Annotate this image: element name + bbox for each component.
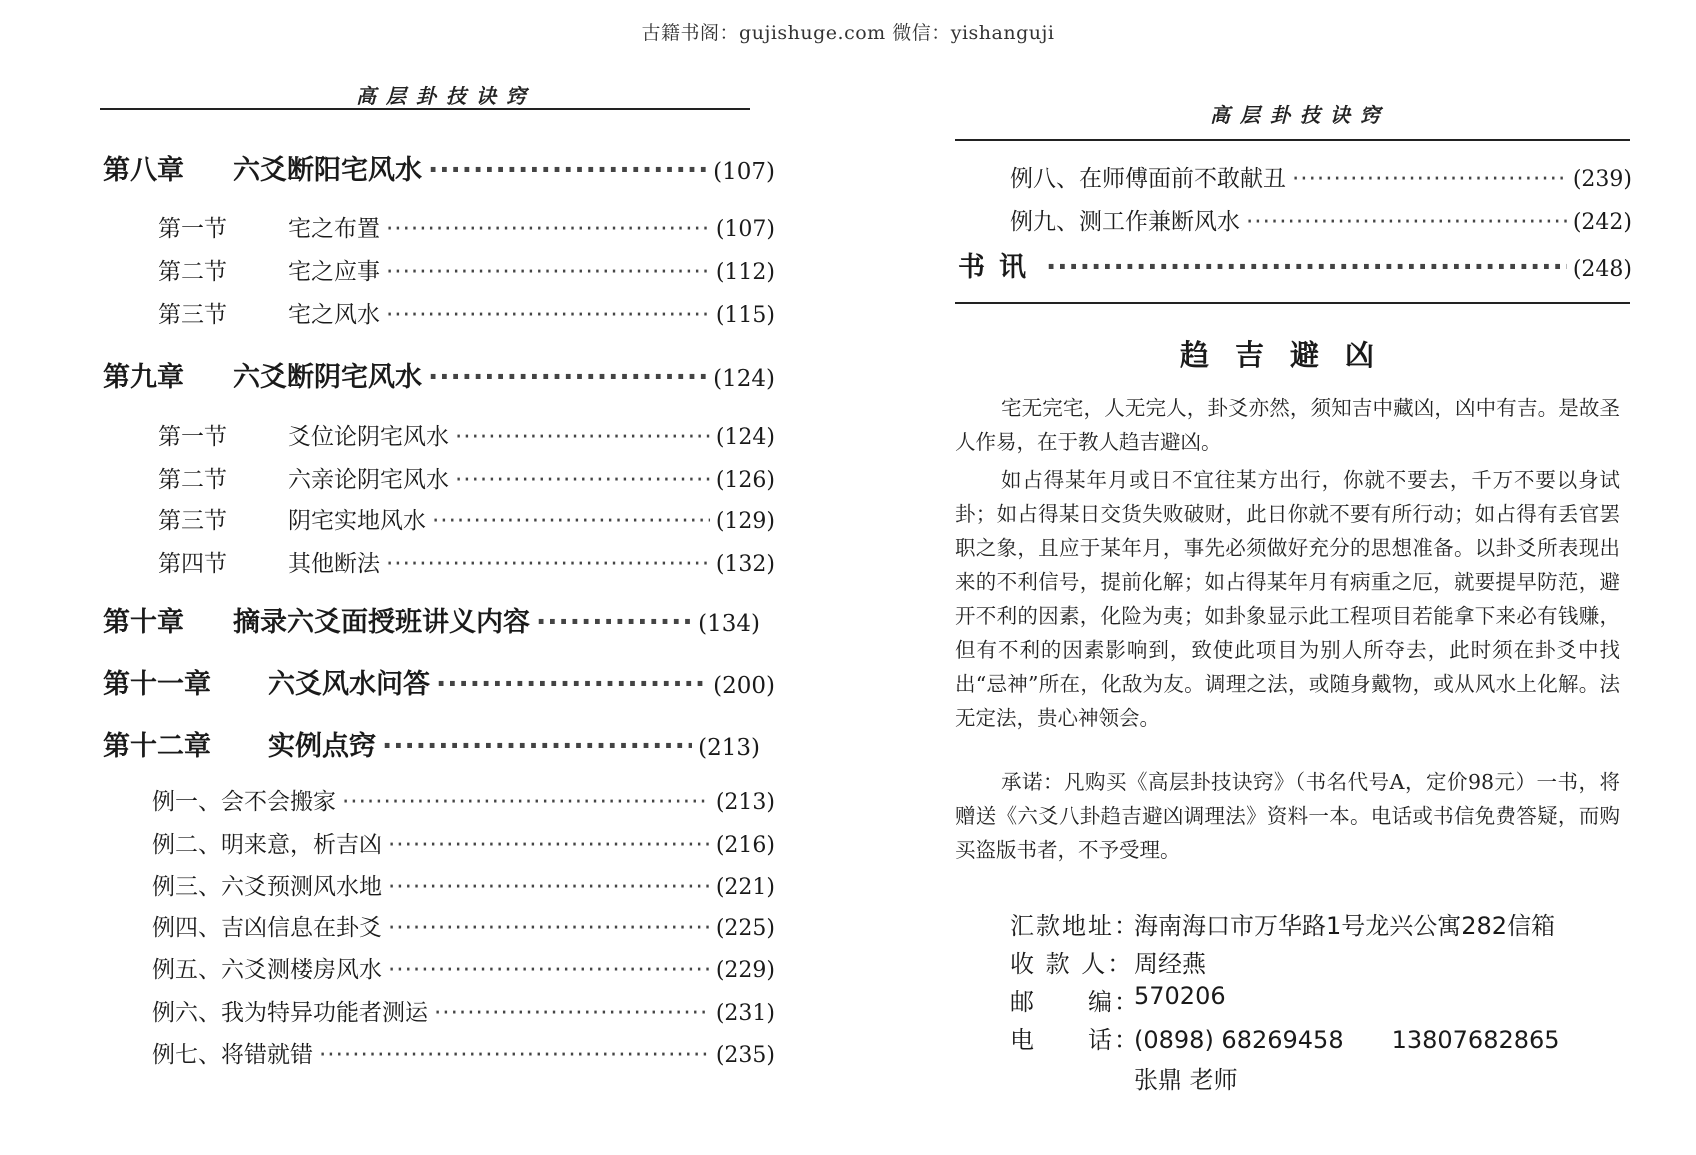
toc-section-row: [158, 545, 775, 578]
toc-page-number: (216): [715, 833, 775, 858]
toc-title: 其他断法: [288, 551, 380, 577]
toc-page-number: (213): [715, 790, 775, 815]
toc-chapter-row: [103, 724, 760, 763]
contact-line: [1010, 1020, 1560, 1055]
toc-section-row: [158, 461, 775, 494]
toc-leader-dots: [386, 259, 710, 285]
toc-leader-dots: [386, 302, 710, 328]
toc-leader-dots: [388, 957, 710, 983]
right-running-head: 高层卦技诀窍: [1210, 103, 1390, 127]
toc-book-news-row: [958, 245, 1632, 284]
toc-title: 阴宅实地风水: [288, 508, 426, 534]
toc-label: 第十二章: [103, 731, 211, 762]
toc-label: 第一节: [158, 216, 227, 242]
toc-title: 例九、测工作兼断风水: [1010, 209, 1240, 235]
toc-page-number: (200): [713, 673, 775, 699]
contact-line: [1010, 1060, 1238, 1095]
toc-title: 实例点窍: [268, 731, 376, 762]
toc-leader-dots: [434, 1000, 710, 1026]
toc-chapter-row: [103, 148, 775, 187]
toc-example-row: [152, 951, 775, 984]
toc-example-row: [1010, 160, 1632, 193]
toc-label: 第八章: [103, 155, 184, 186]
toc-page-number: (231): [715, 1001, 775, 1026]
contact-key: 电 话：: [1010, 1026, 1140, 1054]
toc-page-number: (129): [715, 509, 775, 534]
toc-page-number: (132): [715, 552, 775, 577]
contact-value: 海南海口市万华路1号龙兴公寓282信箱: [1134, 912, 1556, 940]
toc-page-number: (242): [1572, 210, 1632, 235]
toc-title: 例四、吉凶信息在卦爻: [152, 915, 382, 941]
toc-leader-dots: [388, 915, 710, 941]
toc-leader-dots: [386, 551, 710, 577]
toc-page-number: (107): [715, 217, 775, 242]
toc-leader-dots: [388, 832, 710, 858]
toc-leader-dots: [388, 874, 710, 900]
toc-example-row: [152, 994, 775, 1027]
toc-leader-dots: [432, 508, 710, 534]
toc-title: 宅之风水: [288, 302, 380, 328]
toc-chapter-row: [103, 355, 775, 394]
toc-page-number: (225): [715, 916, 775, 941]
contact-value: 周经燕: [1134, 950, 1206, 978]
article-paragraph: 如占得某年月或日不宜往某方出行，你就不要去，千万不要以身试卦；如占得某日交货失败破财，此日你就不要有所行动；如占得有丢官罢职之象，且应于某年月，事先必须做好充分的思想准备。以卦爻所表现出来的不利信号，提前化解；如占得某年月有病重之厄，就要提早防范，避开不利的因素，化险为夷；如卦象显示此工程项目若能拿下来必有钱赚，但有不利的因素影响到，致使此项目为别人所夺去，此时须在卦爻中找出“忌神”所在，化敌为友。调理之法，或随身戴物，或从风水上化解。法无定法，贵心神领会。: [955, 468, 1620, 730]
toc-page-number: (107): [713, 159, 775, 185]
toc-leader-dots: [428, 362, 707, 393]
contact-line: [1010, 944, 1206, 979]
toc-leader-dots: [455, 467, 710, 493]
toc-page-number: (229): [715, 958, 775, 983]
right-head-rule: [955, 139, 1630, 141]
contact-value: 570206: [1134, 982, 1226, 1010]
toc-page-number: (112): [715, 260, 775, 285]
toc-title: 爻位论阴宅风水: [288, 424, 449, 450]
toc-page-number: (124): [713, 366, 775, 392]
toc-title: 六亲论阴宅风水: [288, 467, 449, 493]
toc-title: 宅之应事: [288, 259, 380, 285]
toc-section-row: [158, 253, 775, 286]
toc-leader-dots: [455, 424, 710, 450]
toc-page-number: (124): [715, 425, 775, 450]
contact-key: 汇款地址：: [1010, 912, 1140, 940]
toc-example-row: [152, 868, 775, 901]
toc-example-row: [1010, 203, 1632, 236]
toc-leader-dots: [386, 216, 710, 242]
toc-title: 例六、我为特异功能者测运: [152, 1000, 428, 1026]
toc-page-number: (134): [698, 611, 760, 637]
toc-label: 第三节: [158, 508, 227, 534]
contact-key: [1010, 1060, 1134, 1095]
toc-title: 例一、会不会搬家: [152, 789, 336, 815]
toc-example-row: [152, 826, 775, 859]
toc-leader-dots: [1246, 209, 1567, 235]
toc-example-row: [152, 909, 775, 942]
toc-example-row: [152, 1036, 775, 1069]
watermark: 古籍书阁：gujishuge.com 微信：yishanguji: [641, 22, 1055, 44]
toc-title: 例三、六爻预测风水地: [152, 874, 382, 900]
toc-label: 书讯: [958, 252, 1040, 283]
toc-section-row: [158, 418, 775, 451]
toc-page-number: (115): [715, 303, 775, 328]
contact-line: [1010, 906, 1555, 941]
right-toc-end-rule: [955, 302, 1630, 304]
toc-label: 第十章: [103, 607, 184, 638]
toc-leader-dots: [1292, 166, 1567, 192]
toc-title: 例七、将错就错: [152, 1042, 313, 1068]
contact-key: 邮 编：: [1010, 988, 1140, 1016]
toc-page-number: (221): [715, 875, 775, 900]
toc-page-number: (213): [698, 735, 760, 761]
toc-title: 摘录六爻面授班讲义内容: [233, 607, 530, 638]
left-head-rule: [100, 108, 750, 110]
left-running-head: 高层卦技诀窍: [356, 84, 536, 108]
toc-leader-dots: [428, 155, 707, 186]
article-paragraph: 宅无完宅，人无完人，卦爻亦然，须知吉中藏凶，凶中有吉。是故圣人作易，在于教人趋吉避凶。: [955, 396, 1620, 454]
contact-value: 张鼎 老师: [1134, 1066, 1238, 1094]
contact-line: [1010, 982, 1226, 1017]
toc-title: 六爻断阴宅风水: [233, 362, 422, 393]
toc-label: 第九章: [103, 362, 184, 393]
toc-label: 第二节: [158, 259, 227, 285]
toc-page-number: (248): [1572, 257, 1632, 282]
toc-page-number: (235): [715, 1043, 775, 1068]
toc-title: 例八、在师傅面前不敢献丑: [1010, 166, 1286, 192]
toc-leader-dots: [382, 731, 692, 762]
toc-label: 第三节: [158, 302, 227, 328]
toc-title: 六爻风水问答: [268, 669, 430, 700]
toc-page-number: (126): [715, 468, 775, 493]
article-paragraph: 承诺：凡购买《高层卦技诀窍》（书名代号A，定价98元）一书，将赠送《六爻八卦趋吉避凶调理法》资料一本。电话或书信免费答疑，而购买盗版书者，不予受理。: [955, 770, 1620, 862]
toc-section-row: [158, 210, 775, 243]
toc-label: 第一节: [158, 424, 227, 450]
toc-page-number: (239): [1572, 167, 1632, 192]
toc-section-row: [158, 296, 775, 329]
toc-leader-dots: [436, 669, 707, 700]
toc-chapter-row: [103, 600, 760, 639]
toc-leader-dots: [536, 607, 692, 638]
toc-label: 第四节: [158, 551, 227, 577]
toc-section-row: [158, 502, 775, 535]
toc-example-row: [152, 783, 775, 816]
toc-leader-dots: [342, 789, 710, 815]
toc-title: 例五、六爻测楼房风水: [152, 957, 382, 983]
toc-title: 例二、明来意，析吉凶: [152, 832, 382, 858]
toc-title: 六爻断阳宅风水: [233, 155, 422, 186]
toc-leader-dots: [319, 1042, 710, 1068]
article-title: 趋吉避凶: [1180, 338, 1401, 372]
toc-label: 第二节: [158, 467, 227, 493]
toc-title: 宅之布置: [288, 216, 380, 242]
contact-value: (0898) 68269458 13807682865: [1134, 1026, 1560, 1054]
toc-chapter-row: [103, 662, 775, 701]
toc-leader-dots: [1046, 252, 1567, 283]
contact-key: 收 款 人：: [1010, 950, 1134, 978]
toc-label: 第十一章: [103, 669, 211, 700]
